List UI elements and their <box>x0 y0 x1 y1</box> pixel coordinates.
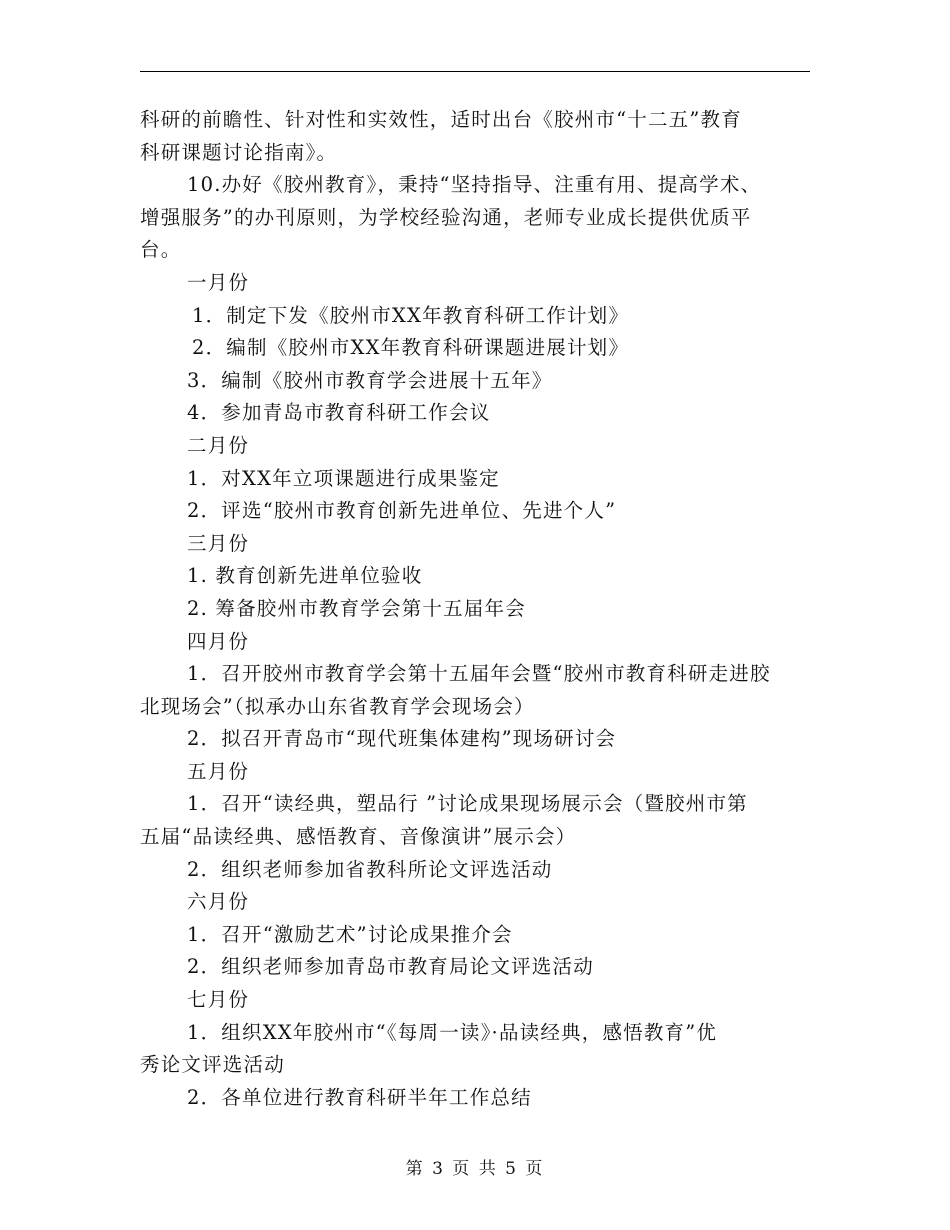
list-item: 2．评选“胶州市教育创新先进单位、先进个人” <box>187 499 617 523</box>
list-item: 2．各单位进行教育科研半年工作总结 <box>187 1085 532 1109</box>
document-body <box>140 104 810 1114</box>
list-item: 1．组织XX年胶州市“《每周一读》·品读经典，感悟教育”优 <box>187 1020 718 1044</box>
month-heading: 六月份 <box>187 890 250 914</box>
list-item: 1．对XX年立项课题进行成果鉴定 <box>187 466 500 490</box>
text-line: 10.办好《胶州教育》，秉持“坚持指导、注重有用、提高学术、 <box>187 173 762 197</box>
month-heading: 三月份 <box>187 531 250 555</box>
month-heading: 四月份 <box>187 629 250 653</box>
text-line: 科研课题讨论指南》。 <box>140 140 338 164</box>
list-item: 2．拟召开青岛市“现代班集体建构”现场研讨会 <box>187 727 617 751</box>
list-item: 2. 筹备胶州市教育学会第十五届年会 <box>187 596 526 620</box>
list-item: 3．编制《胶州市教育学会进展十五年》 <box>187 368 553 392</box>
text-line: 增强服务”的办刊原则，为学校经验沟通，老师专业成长提供优质平 <box>140 205 752 229</box>
list-item: 2．组织老师参加省教科所论文评选活动 <box>187 857 553 881</box>
month-heading: 二月份 <box>187 433 250 457</box>
text-line: 北现场会”（拟承办山东省教育学会现场会） <box>140 694 535 718</box>
header-rule <box>140 71 810 72</box>
list-item: 1．召开“读经典，塑品行 ”讨论成果现场展示会（暨胶州市第 <box>187 792 748 816</box>
list-item: 1．召开胶州市教育学会第十五届年会暨“胶州市教育科研走进胶 <box>187 662 771 686</box>
list-item: 2．编制《胶州市XX年教育科研课题进展计划》 <box>192 336 630 360</box>
list-item: 1. 教育创新先进单位验收 <box>187 564 423 588</box>
list-item: 1．召开“激励艺术”讨论成果推介会 <box>187 922 513 946</box>
list-item: 4．参加青岛市教育科研工作会议 <box>187 401 491 425</box>
page-number: 第 3 页 共 5 页 <box>405 1159 545 1179</box>
text-line: 台。 <box>140 238 182 262</box>
month-heading: 五月份 <box>187 759 250 783</box>
text-line: 五届“品读经典、感悟教育、音像演讲”展示会） <box>140 825 577 849</box>
month-heading: 七月份 <box>187 988 250 1012</box>
text-line: 秀论文评选活动 <box>140 1053 285 1077</box>
text-line: 科研的前瞻性、针对性和实效性，适时出台《胶州市“十二五”教育 <box>140 108 742 131</box>
list-item: 1．制定下发《胶州市XX年教育科研工作计划》 <box>192 303 630 327</box>
month-heading: 一月份 <box>187 270 250 294</box>
list-item: 2．组织老师参加青岛市教育局论文评选活动 <box>187 955 594 979</box>
